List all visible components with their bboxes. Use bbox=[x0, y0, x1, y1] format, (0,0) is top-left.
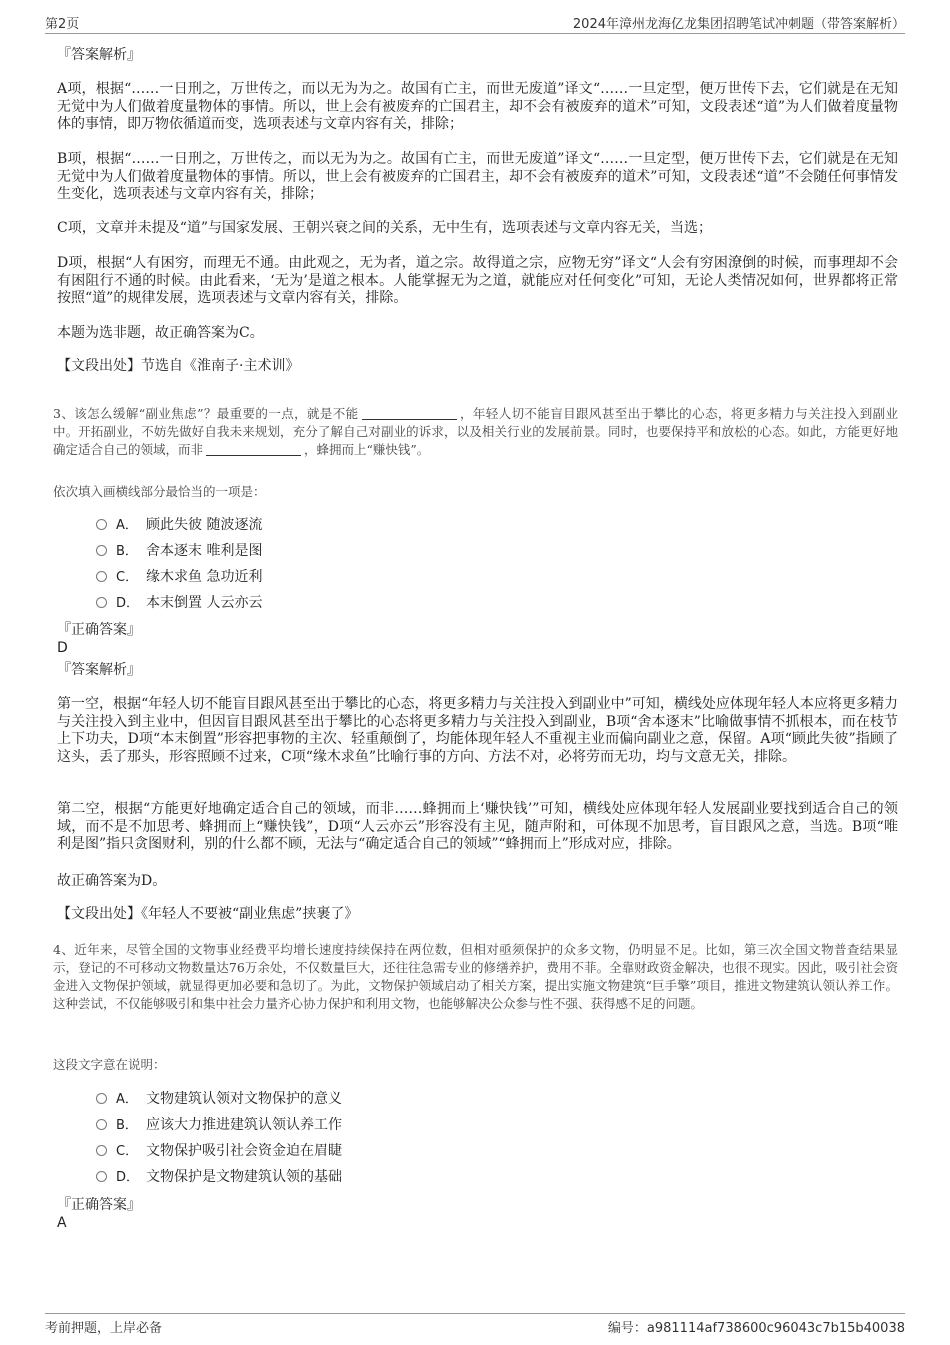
radio-icon[interactable] bbox=[96, 1119, 107, 1130]
footer-slogan: 考前押题，上岸必备 bbox=[45, 1321, 163, 1336]
q3-conclusion: 故正确答案为D。 bbox=[57, 873, 167, 889]
q4-prompt: 这段文字意在说明： bbox=[53, 1057, 166, 1072]
q3-prompt: 依次填入画横线部分最恰当的一项是： bbox=[53, 484, 266, 499]
q3-answer: D bbox=[57, 640, 68, 656]
q2-analysis-d: D项，根据“人有困穷，而理无不通。由此观之，无为者，道之宗。故得道之宗，应物无穷”译文“人会有穷困潦倒的时候，而事理却不会有困阻行不通的时候。由此看来，‘无为’是道之根本。人能掌握无为之道，就能应对任何变化”可知，无论人类情况如何，世界都将正常按照“道”的规律发展，选项表述与文章内容有关，排除。 bbox=[57, 255, 898, 306]
radio-icon[interactable] bbox=[96, 571, 107, 582]
q2-source: 【文段出处】节选自《淮南子·主术训》 bbox=[57, 358, 300, 374]
q3-analysis-label: 『答案解析』 bbox=[57, 662, 141, 678]
q4-option-b[interactable]: B． 应该大力推进建筑认领认养工作 bbox=[96, 1116, 342, 1135]
q3-option-a[interactable]: A． 顾此失彼 随波逐流 bbox=[96, 516, 262, 535]
q3-option-c[interactable]: C． 缘木求鱼 急功近利 bbox=[96, 568, 262, 587]
page-footer bbox=[45, 1313, 905, 1336]
radio-icon[interactable] bbox=[96, 1145, 107, 1156]
q3-source: 【文段出处】《年轻人不要被“副业焦虑”挟裹了》 bbox=[57, 906, 359, 922]
q4-stem: 4、近年来，尽管全国的文物事业经费平均增长速度持续保持在两位数，但相对亟须保护的众多文物，仍明显不足。比如，第三次全国文物普查结果显示，登记的不可移动文物数量达76万余处，不仅数量巨大，还往往急需专业的修缮养护，费用不菲。全靠财政资金解决，也很不现实。因此，吸引社会资金进入文物保护领域，就显得更加必要和急切了。为此，文物保护领域启动了相关方案，提出实施文物建筑“巨手擎”项目，推进文物建筑认领认养工作。这种尝试，不仅能够吸引和集中社会力量齐心协力保护和利用文物，也能够解决公众参与性不强、获得感不足的问题。 bbox=[53, 942, 898, 1011]
q4-option-a[interactable]: A． 文物建筑认领对文物保护的意义 bbox=[96, 1090, 342, 1109]
radio-icon[interactable] bbox=[96, 545, 107, 556]
radio-icon[interactable] bbox=[96, 1093, 107, 1104]
q2-analysis-c: C项，文章并未提及“道”与国家发展、王朝兴衰之间的关系，无中生有，选项表述与文章内容无关，当选； bbox=[57, 220, 713, 236]
radio-icon[interactable] bbox=[96, 597, 107, 608]
q3-option-d[interactable]: D． 本末倒置 人云亦云 bbox=[96, 594, 262, 613]
q4-option-c[interactable]: C． 文物保护吸引社会资金迫在眉睫 bbox=[96, 1142, 342, 1161]
fill-blank-2 bbox=[206, 443, 301, 456]
q4-option-d[interactable]: D． 文物保护是文物建筑认领的基础 bbox=[96, 1168, 342, 1187]
q3-stem: 3、该怎么缓解“副业焦虑”？最重要的一点，就是不能 ，年轻人切不能盲目跟风甚至出于攀比的心态，将更多精力与关注投入到副业中。开拓副业，不妨先做好自我未来规划，充分了解自己对副业的诉求，以及相关行业的发展前景。同时，也要保持平和放松的心态。如此，方能更好地确定适合自己的领域，而非 ，蜂拥而上“赚快钱”。 bbox=[53, 406, 898, 457]
q2-analysis-a: A项，根据“……一日刑之，万世传之，而以无为为之。故国有亡主，而世无废道”译文“……一旦定型，便万世传下去，它们就是在无知无觉中为人们做着度量物体的事情。所以，世上会有被废弃的亡国君主，却不会有被废弃的道术”可知，文段表述“道”为人们做着度量物体的事情，即万物依循道而变，选项表述与文章内容有关，排除； bbox=[57, 81, 898, 132]
page-header bbox=[45, 13, 905, 34]
document-title: 2024年漳州龙海亿龙集团招聘笔试冲刺题（带答案解析） bbox=[572, 17, 905, 32]
fill-blank-1 bbox=[362, 407, 457, 420]
q3-analysis-p1: 第一空，根据“年轻人切不能盲目跟风甚至出于攀比的心态，将更多精力与关注投入到副业中”可知，横线处应体现年轻人本应将更多精力与关注投入到主业中，但因盲目跟风甚至出于攀比的心态将更多精力与关注投入到副业，B项“舍本逐末”比喻做事情不抓根本，而在枝节上下功夫，D项“本末倒置”形容把事物的主次、轻重颠倒了，均能体现年轻人不重视主业而偏向副业之意，保留。A项“顾此失彼”指顾了这头，丢了那头，形容照顾不过来，C项“缘木求鱼”比喻行事的方向、方法不对，必将劳而无功，均与文意无关，排除。 bbox=[57, 696, 898, 765]
document-id: 编号：a981114af738600c96043c7b15b40038 bbox=[607, 1321, 905, 1336]
q3-analysis-p2: 第二空，根据“方能更好地确定适合自己的领域，而非……蜂拥而上‘赚快钱’”可知，横线处应体现年轻人发展副业要找到适合自己的领域，而不是不加思考、蜂拥而上“赚快钱”，D项“人云亦云”形容没有主见，随声附和，可体现不加思考，盲目跟风之意，当选。B项“唯利是图”指只贪图财利，别的什么都不顾，无法与“确定适合自己的领域”“蜂拥而上”形成对应，排除。 bbox=[57, 801, 898, 852]
q2-analysis-b: B项，根据“……一日刑之，万世传之，而以无为为之。故国有亡主，而世无废道”译文“……一旦定型，便万世传下去，它们就是在无知无觉中为人们做着度量物体的事情。所以，世上会有被废弃的亡国君主，却不会有被废弃的道术”可知，文段表述“道”不会随任何事情发生变化，选项表述与文章内容有关，排除； bbox=[57, 151, 898, 202]
page-number: 第2页 bbox=[45, 17, 80, 32]
q2-conclusion: 本题为选非题，故正确答案为C。 bbox=[57, 325, 264, 341]
radio-icon[interactable] bbox=[96, 1171, 107, 1182]
radio-icon[interactable] bbox=[96, 519, 107, 530]
q3-option-b[interactable]: B． 舍本逐末 唯利是图 bbox=[96, 542, 262, 561]
q3-answer-label: 『正确答案』 bbox=[57, 622, 141, 638]
q4-answer: A bbox=[57, 1215, 67, 1231]
q2-analysis-label: 『答案解析』 bbox=[57, 47, 141, 63]
q4-answer-label: 『正确答案』 bbox=[57, 1197, 141, 1213]
